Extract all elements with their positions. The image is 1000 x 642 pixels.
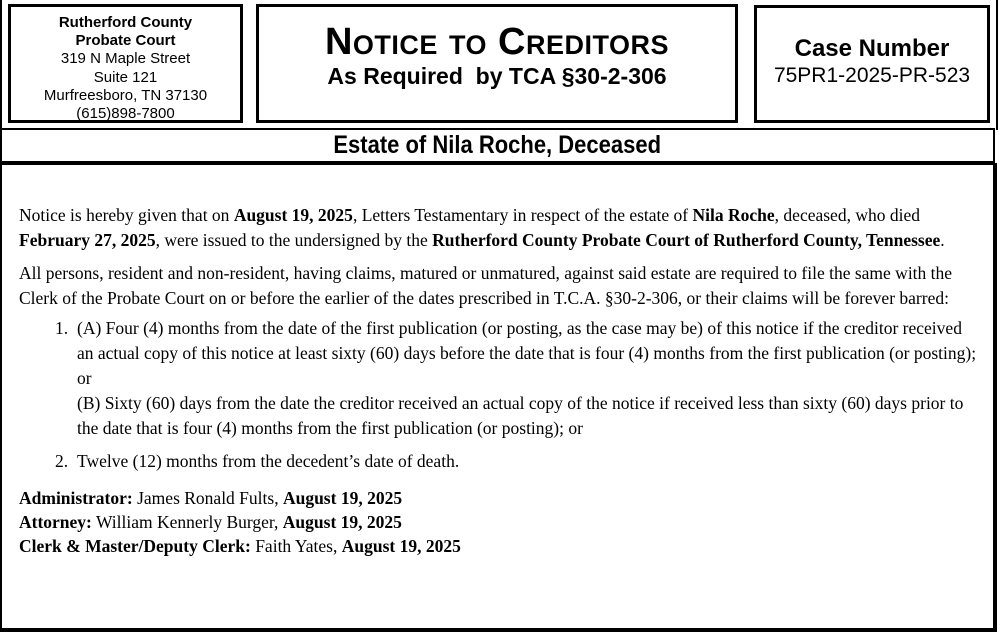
court-phone: (615)898-7800 <box>76 105 175 123</box>
paragraph-claims-requirement: All persons, resident and non-resident, having claims, matured or unmatured, against said estate are required to file the same with the Clerk of the Probate Court on or before the earlier of the dates prescribed in T.C.A. §30-2-306, or their claims will be forever barred: <box>19 263 953 308</box>
outer-frame-right-line <box>996 0 998 130</box>
case-number-value: 75PR1-2025-PR-523 <box>773 64 971 87</box>
clerk-label: Clerk & Master/Deputy Clerk: <box>19 536 251 556</box>
attorney-name: William Kennerly Burger, <box>91 512 283 532</box>
attorney-date: August 19, 2025 <box>282 512 402 532</box>
notice-body-box <box>0 163 997 632</box>
court-name-line1: Rutherford County <box>58 14 193 31</box>
case-number-label: Case Number <box>794 35 950 62</box>
clerk-date: August 19, 2025 <box>341 536 461 556</box>
list-item-1 <box>19 316 980 441</box>
list-item-1-part-a: (A) Four (4) months from the date of the first publication (or posting, as the case may be) of this notice if the creditor received an actual copy of this notice at least sixty (60) days before the date that is four (4) months from the first publication (or posting); or <box>77 318 977 388</box>
administrator-date: August 19, 2025 <box>282 488 403 508</box>
case-number-box <box>754 5 990 123</box>
estate-title: Estate of Nila Roche, Deceased <box>333 131 662 159</box>
court-address-suite: Suite 121 <box>93 68 158 86</box>
list-item-2-text: Twelve (12) months from the decedent’s date of death. <box>77 451 460 471</box>
administrator-name: James Ronald Fults, <box>132 488 283 508</box>
list-item-1-marker: 1. <box>55 318 69 338</box>
paragraph-issuance: Notice is hereby given that on August 19, 2025, Letters Testamentary in respect of the estate of Nila Roche, deceased, who died February 27, 2025, were issued to the undersigned by the Rutherford County Probate Court of Rutherford County, Tennessee. <box>19 205 945 250</box>
signature-block <box>19 486 980 558</box>
court-address-street: 319 N Maple Street <box>60 50 191 68</box>
list-item-1-text <box>77 316 980 441</box>
list-item-1-part-b: (B) Sixty (60) days from the date the creditor received an actual copy of the notice if received less than sixty (60) days prior to the date that is four (4) months from the first publication (or posting); or <box>77 393 964 438</box>
court-address-box <box>8 4 243 123</box>
administrator-line <box>19 486 980 510</box>
deadline-list <box>19 316 980 474</box>
court-address-city: Murfreesboro, TN 37130 <box>43 86 208 104</box>
court-name-line2: Probate Court <box>75 32 176 50</box>
list-item-2-marker: 2. <box>55 451 69 471</box>
administrator-label: Administrator: <box>19 488 133 508</box>
clerk-line <box>19 534 980 558</box>
clerk-name: Faith Yates, <box>250 536 342 556</box>
attorney-line <box>19 510 980 534</box>
attorney-label: Attorney: <box>19 512 92 532</box>
estate-title-bar <box>0 128 995 163</box>
notice-title: Notice to Creditors <box>324 21 670 63</box>
notice-title-box <box>256 4 738 123</box>
list-item-2 <box>19 449 980 474</box>
notice-subtitle: As Required by TCA §30-2-306 <box>327 63 667 89</box>
outer-frame-left-line <box>0 0 2 130</box>
